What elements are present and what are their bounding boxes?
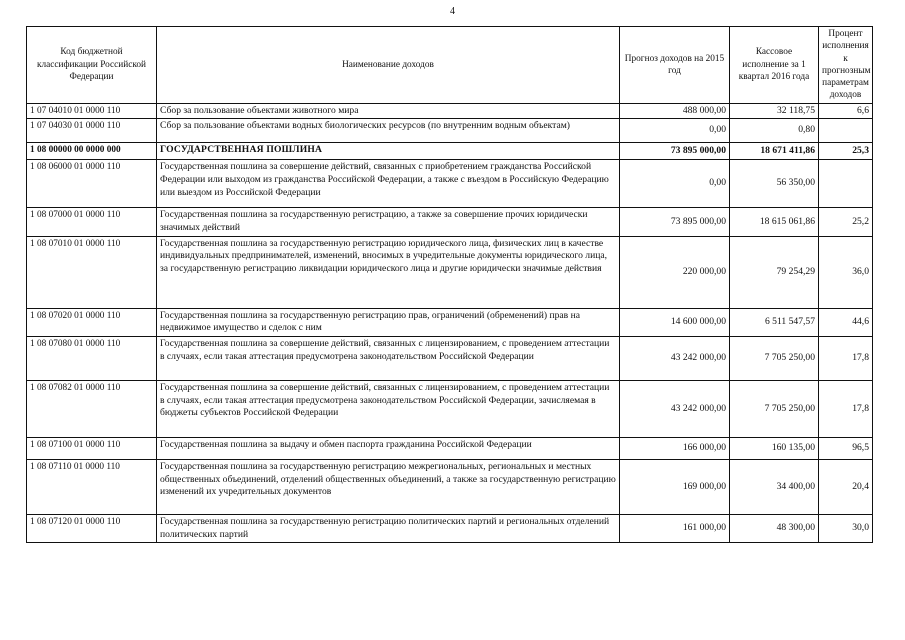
table-body [27,103,873,543]
row-percent: 6,6 [819,103,873,119]
row-percent: 20,4 [819,459,873,514]
row-executed: 32 118,75 [730,103,819,119]
table-row [27,143,873,160]
table-row [27,160,873,208]
revenue-table [26,26,873,543]
table-row [27,208,873,236]
row-percent: 96,5 [819,437,873,459]
row-percent [819,119,873,143]
header-code: Код бюджетной классификации Российской Федерации [27,27,157,104]
row-name: Государственная пошлина за государственную регистрацию межрегиональных, региональных и местных общественных объединений, отделений общественных объединений, а также за государственную регистрацию изменений их учредительных документов [157,459,620,514]
row-code: 1 08 07082 01 0000 110 [27,380,157,437]
row-code: 1 08 07020 01 0000 110 [27,308,157,336]
row-executed: 56 350,00 [730,160,819,208]
row-code: 1 07 04010 01 0000 110 [27,103,157,119]
row-executed: 160 135,00 [730,437,819,459]
header-percent: Процент исполнения к прогнозным параметрам доходов [819,27,873,104]
row-forecast: 166 000,00 [620,437,730,459]
header-forecast: Прогноз доходов на 2015 год [620,27,730,104]
row-executed: 48 300,00 [730,514,819,542]
row-forecast: 488 000,00 [620,103,730,119]
table-row [27,380,873,437]
row-executed: 18 615 061,86 [730,208,819,236]
row-percent: 36,0 [819,236,873,308]
table-row [27,103,873,119]
row-forecast: 220 000,00 [620,236,730,308]
table-row [27,459,873,514]
row-code: 1 08 07080 01 0000 110 [27,336,157,380]
row-code: 1 07 04030 01 0000 110 [27,119,157,143]
row-percent: 44,6 [819,308,873,336]
row-name: ГОСУДАРСТВЕННАЯ ПОШЛИНА [157,143,620,160]
row-forecast: 43 242 000,00 [620,380,730,437]
row-code: 1 08 07000 01 0000 110 [27,208,157,236]
row-percent: 25,2 [819,208,873,236]
row-forecast: 169 000,00 [620,459,730,514]
row-name: Сбор за пользование объектами животного мира [157,103,620,119]
row-executed: 18 671 411,86 [730,143,819,160]
table-row [27,336,873,380]
row-percent: 17,8 [819,380,873,437]
row-name: Государственная пошлина за государственную регистрацию, а также за совершение прочих юридически значимых действий [157,208,620,236]
row-percent [819,160,873,208]
row-name: Государственная пошлина за совершение действий, связанных с приобретением гражданства Российской Федерации или выходом из гражданства Российской Федерации, а также с въездом в Российскую Федерацию или выездом из Российской Федерации [157,160,620,208]
header-executed: Кассовое исполнение за 1 квартал 2016 года [730,27,819,104]
row-forecast: 14 600 000,00 [620,308,730,336]
row-percent: 25,3 [819,143,873,160]
row-forecast: 73 895 000,00 [620,143,730,160]
table-row [27,308,873,336]
row-executed: 34 400,00 [730,459,819,514]
row-code: 1 08 00000 00 0000 000 [27,143,157,160]
row-name: Государственная пошлина за государственную регистрацию политических партий и региональных отделений политических партий [157,514,620,542]
table-row [27,514,873,542]
row-name: Государственная пошлина за государственную регистрацию прав, ограничений (обременений) прав на недвижимое имущество и сделок с ним [157,308,620,336]
row-percent: 30,0 [819,514,873,542]
row-executed: 7 705 250,00 [730,380,819,437]
row-forecast: 161 000,00 [620,514,730,542]
row-executed: 6 511 547,57 [730,308,819,336]
page-number: 4 [450,6,455,17]
row-code: 1 08 07010 01 0000 110 [27,236,157,308]
row-forecast: 73 895 000,00 [620,208,730,236]
table-header [27,27,873,104]
row-code: 1 08 07120 01 0000 110 [27,514,157,542]
row-name: Государственная пошлина за выдачу и обмен паспорта гражданина Российской Федерации [157,437,620,459]
row-executed: 79 254,29 [730,236,819,308]
row-executed: 0,80 [730,119,819,143]
row-forecast: 0,00 [620,160,730,208]
table-row [27,437,873,459]
row-code: 1 08 07100 01 0000 110 [27,437,157,459]
row-forecast: 43 242 000,00 [620,336,730,380]
row-forecast: 0,00 [620,119,730,143]
row-percent: 17,8 [819,336,873,380]
row-name: Государственная пошлина за совершение действий, связанных с лицензированием, с проведением аттестации в случаях, если такая аттестация предусмотрена законодательством Российской Федерации, зачисляемая в бюджеты субъектов Российской Федерации [157,380,620,437]
row-name: Государственная пошлина за совершение действий, связанных с лицензированием, с проведением аттестации в случаях, если такая аттестация предусмотрена законодательством Российской Федерации [157,336,620,380]
header-name: Наименование доходов [157,27,620,104]
row-name: Сбор за пользование объектами водных биологических ресурсов (по внутренним водным объектам) [157,119,620,143]
row-code: 1 08 07110 01 0000 110 [27,459,157,514]
table-row [27,236,873,308]
row-name: Государственная пошлина за государственную регистрацию юридического лица, физических лиц в качестве индивидуальных предпринимателей, изменений, вносимых в учредительные документы юридического лица, за государственную регистрацию ликвидации юридического лица и другие юридически значимые действия [157,236,620,308]
table-row [27,119,873,143]
row-code: 1 08 06000 01 0000 110 [27,160,157,208]
row-executed: 7 705 250,00 [730,336,819,380]
